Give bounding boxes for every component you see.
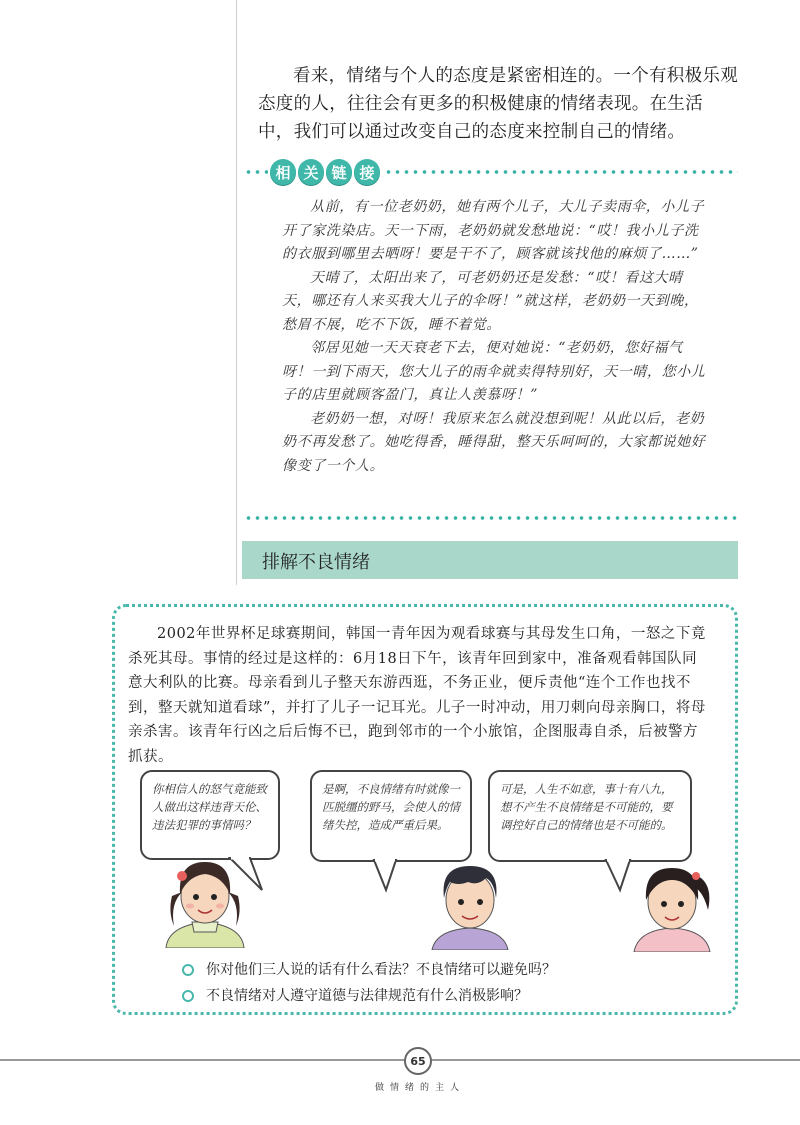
speech-bubble-2 bbox=[310, 770, 472, 862]
margin-rule bbox=[236, 0, 237, 585]
bubble-text: 可是，人生不如意，事十有八九，想不产生不良情绪是不可能的，要调控好自己的情绪也是不可能的。 bbox=[500, 782, 673, 832]
title-char: 相 bbox=[270, 159, 296, 185]
story-paragraph: 天晴了，太阳出来了，可老奶奶还是发愁：“哎！看这大晴天，哪还有人来买我大儿子的伞呀！”就这样，老奶奶一天到晚，愁眉不展，吃不下饭，睡不着觉。 bbox=[282, 269, 699, 333]
title-char: 关 bbox=[298, 159, 324, 185]
girl-ponytail-illustration bbox=[628, 860, 716, 952]
dotted-divider-left bbox=[244, 170, 268, 174]
speech-bubble-1 bbox=[140, 770, 280, 860]
question-item bbox=[182, 957, 702, 983]
question-item bbox=[182, 983, 702, 1009]
related-link-title bbox=[270, 159, 380, 185]
story-text bbox=[282, 196, 708, 478]
intro-paragraph: 看来，情绪与个人的态度是紧密相连的。一个有积极乐观态度的人，往往会有更多的积极健康的情绪表现。在生活中，我们可以通过改变自己的态度来控制自己的情绪。 bbox=[258, 66, 738, 142]
footer-rule bbox=[0, 1059, 800, 1061]
page-number: 65 bbox=[404, 1047, 432, 1075]
section-title: 排解不良情绪 bbox=[262, 552, 370, 573]
bubble-text: 你相信人的怒气竟能致人做出这样违背天伦、违法犯罪的事情吗？ bbox=[152, 782, 267, 832]
title-char: 链 bbox=[326, 159, 352, 185]
case-text bbox=[128, 622, 706, 769]
circle-bullet-icon bbox=[182, 964, 194, 976]
circle-bullet-icon bbox=[182, 990, 194, 1002]
dotted-divider-bottom bbox=[244, 516, 738, 520]
title-char: 接 bbox=[354, 159, 380, 185]
intro-text bbox=[258, 62, 738, 146]
bubble-text: 是啊，不良情绪有时就像一匹脱缰的野马，会使人的情绪失控，造成严重后果。 bbox=[322, 782, 460, 832]
dotted-divider-top bbox=[384, 170, 738, 174]
story-paragraph: 老奶奶一想，对呀！我原来怎么就没想到呢！从此以后，老奶奶不再发愁了。她吃得香，睡得甜，整天乐呵呵的，大家都说她好像变了一个人。 bbox=[282, 410, 706, 474]
question-text: 你对他们三人说的话有什么看法？不良情绪可以避免吗？ bbox=[206, 962, 556, 978]
story-paragraph: 邻居见她一天天衰老下去，便对她说：“老奶奶，您好福气呀！一到下雨天，您大儿子的雨伞就卖得特别好，天一晴，您小儿子的店里就顾客盈门，真让人羡慕呀！” bbox=[282, 340, 706, 403]
boy-illustration bbox=[428, 860, 512, 950]
bubble-tail-icon bbox=[370, 858, 410, 894]
question-text: 不良情绪对人遵守道德与法律规范有什么消极影响？ bbox=[206, 988, 528, 1004]
story-paragraph: 从前，有一位老奶奶，她有两个儿子，大儿子卖雨伞，小儿子开了家洗染店。天一下雨，老奶奶就发愁地说：“哎！我小儿子洗的衣服到哪里去晒呀！要是干不了，顾客就该找他的麻烦了……” bbox=[282, 199, 705, 262]
girl-pigtails-illustration bbox=[160, 852, 250, 948]
speech-bubble-3 bbox=[488, 770, 692, 862]
case-paragraph: 2002年世界杯足球赛期间，韩国一青年因为观看球赛与其母发生口角，一怒之下竟杀死其母。事情的经过是这样的：6月18日下午，该青年回到家中，准备观看韩国队同意大利队的比赛。母亲看到儿子整天东游西逛，不务正业，便斥责他“连个工作也找不到，整天就知道看球”，并打了儿子一记耳光。儿子一时冲动，用刀刺向母亲胸口，将母亲杀害。该青年行凶之后后悔不已，跑到邻市的一个小旅馆，企图服毒自杀，后被警方抓获。 bbox=[128, 626, 706, 765]
footer-caption: 做情绪的主人 bbox=[374, 1083, 465, 1093]
discussion-questions bbox=[182, 957, 702, 1009]
